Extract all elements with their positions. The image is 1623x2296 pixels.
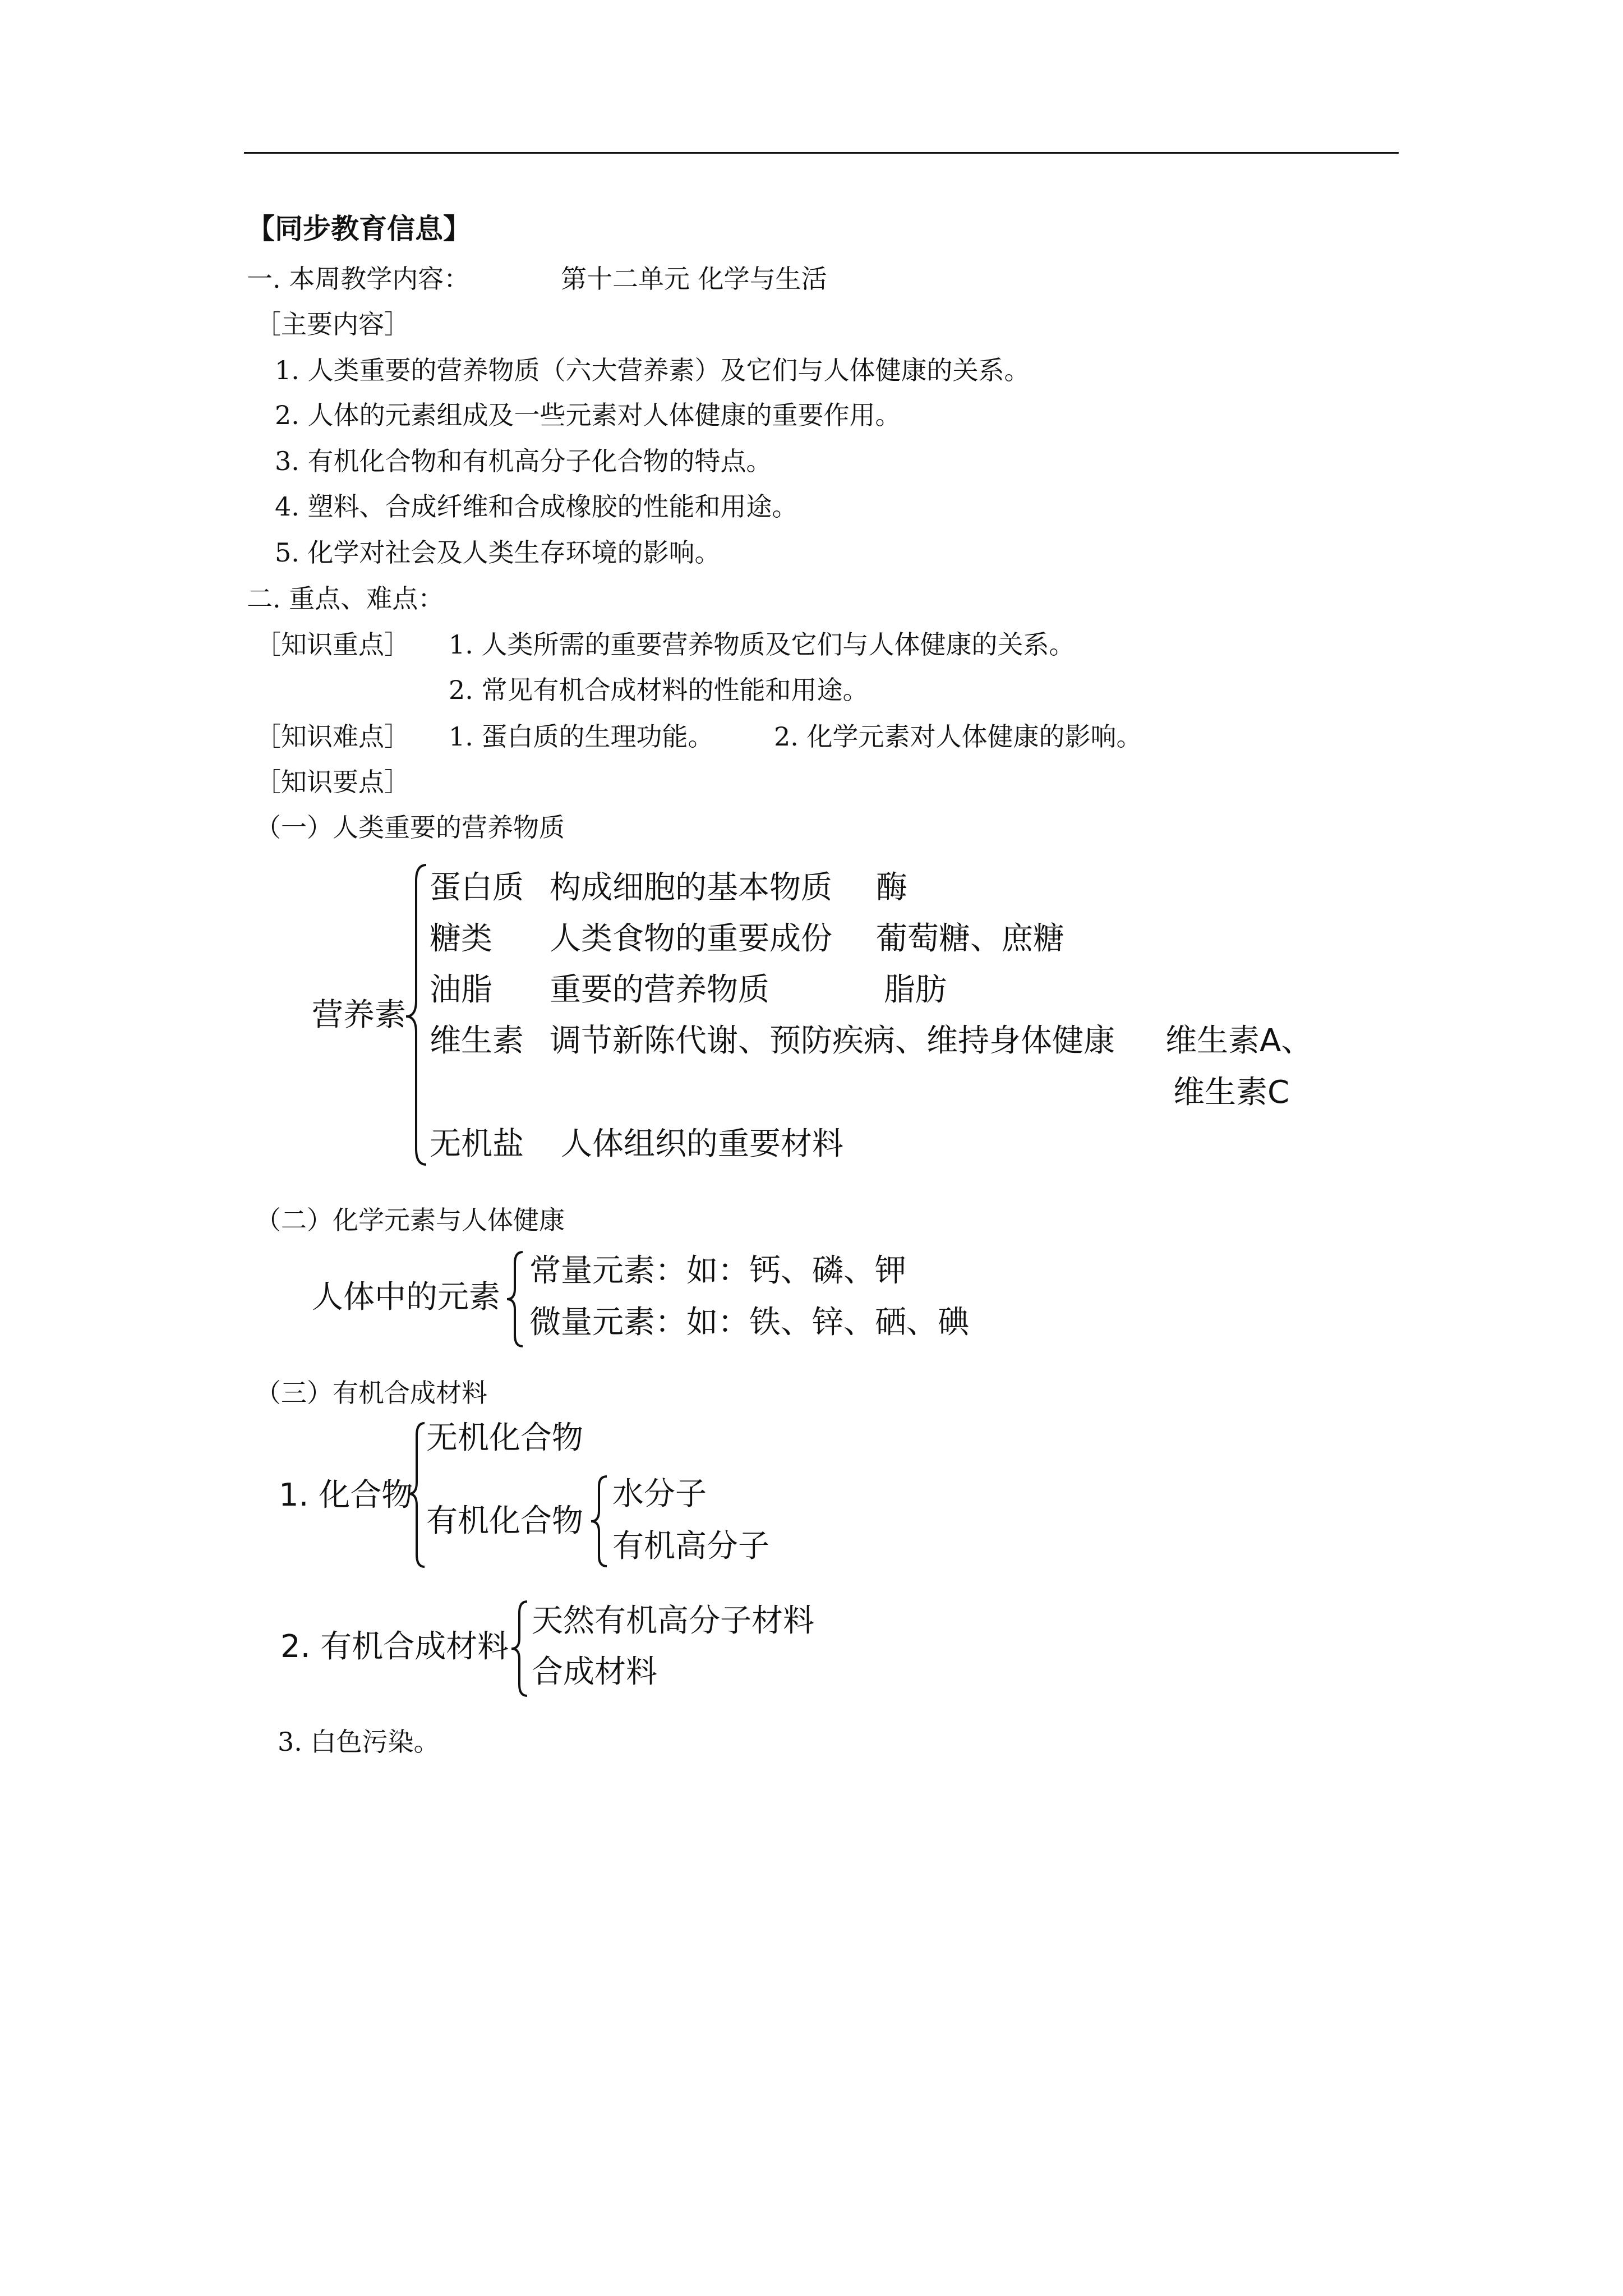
nutrient-desc-protein: 构成细胞的基本物质 [550,869,832,906]
page-title: 【同步教育信息】 [247,213,471,245]
compounds-brace [407,1422,429,1573]
nutrient-example-vitamin-c: 维生素C [1173,1074,1290,1111]
elements-branch-trace: 微量元素：如：铁、锌、硒、碘 [529,1304,969,1341]
water-molecule: 水分子 [612,1476,707,1512]
nutrient-name-fat: 油脂 [430,972,492,1008]
nutrient-desc-vitamin: 调节新陈代谢、预防疾病、维持身体健康 [550,1023,1115,1059]
main-content-label: ［主要内容］ [255,309,410,339]
elements-brace [505,1251,527,1352]
nutrient-example-sugar: 葡萄糖、庶糖 [876,921,1064,957]
natural-polymer-material: 天然有机高分子材料 [532,1603,814,1639]
key-item-1: 1. 人类所需的重要营养物质及它们与人体健康的关系。 [449,629,1075,660]
elements-branch-macro: 常量元素：如：钙、磷、钾 [529,1253,906,1289]
nutrient-name-sugar: 糖类 [430,921,492,957]
elements-root: 人体中的元素 [312,1279,500,1315]
nutrient-name-protein: 蛋白质 [430,869,524,906]
unit-title: 第十二单元 化学与生活 [561,264,827,294]
nutrient-example-protein: 酶 [876,869,907,906]
nutrient-desc-salt: 人体组织的重要材料 [561,1126,843,1162]
key-label: ［知识重点］ [255,629,410,660]
organic-compound: 有机化合物 [426,1503,583,1539]
main-item-2: 2. 人体的元素组成及一些元素对人体健康的重要作用。 [275,400,901,430]
materials-brace [509,1600,532,1701]
difficult-item-2: 2. 化学元素对人体健康的影响。 [774,721,1142,752]
white-pollution-item: 3. 白色污染。 [278,1727,440,1757]
organic-polymer: 有机高分子 [612,1528,769,1565]
difficult-label: ［知识难点］ [255,721,410,752]
points-label: ［知识要点］ [255,767,410,797]
nutrients-brace [404,864,432,1167]
nutrient-name-vitamin: 维生素 [430,1023,524,1059]
organic-brace [589,1475,611,1571]
key-item-2: 2. 常见有机合成材料的性能和用途。 [449,675,869,705]
nutrient-name-salt: 无机盐 [430,1126,524,1162]
main-item-4: 4. 塑料、合成纤维和合成橡胶的性能和用途。 [275,491,798,522]
header-rule [244,152,1399,154]
compounds-root: 1. 化合物 [279,1477,413,1513]
nutrients-root: 营养素 [312,997,406,1033]
main-item-3: 3. 有机化合物和有机高分子化合物的特点。 [275,446,772,476]
main-item-1: 1. 人类重要的营养物质（六大营养素）及它们与人体健康的关系。 [275,355,1030,385]
section2-heading: 二. 重点、难点： [247,583,444,614]
part1-heading: （一）人类重要的营养物质 [255,812,565,843]
nutrient-example-fat: 脂肪 [884,972,947,1008]
nutrient-example-vitamin-a: 维生素A、 [1165,1023,1313,1059]
section1-heading: 一. 本周教学内容： [247,264,470,294]
nutrient-desc-fat: 重要的营养物质 [550,972,769,1008]
inorganic-compound: 无机化合物 [426,1420,583,1456]
difficult-item-1: 1. 蛋白质的生理功能。 [449,721,714,752]
synthetic-material: 合成材料 [532,1654,657,1690]
main-item-5: 5. 化学对社会及人类生存环境的影响。 [275,537,721,568]
nutrient-desc-sugar: 人类食物的重要成份 [550,921,832,957]
part3-heading: （三）有机合成材料 [255,1378,487,1408]
materials-root: 2. 有机合成材料 [280,1628,509,1665]
part2-heading: （二）化学元素与人体健康 [255,1205,565,1235]
